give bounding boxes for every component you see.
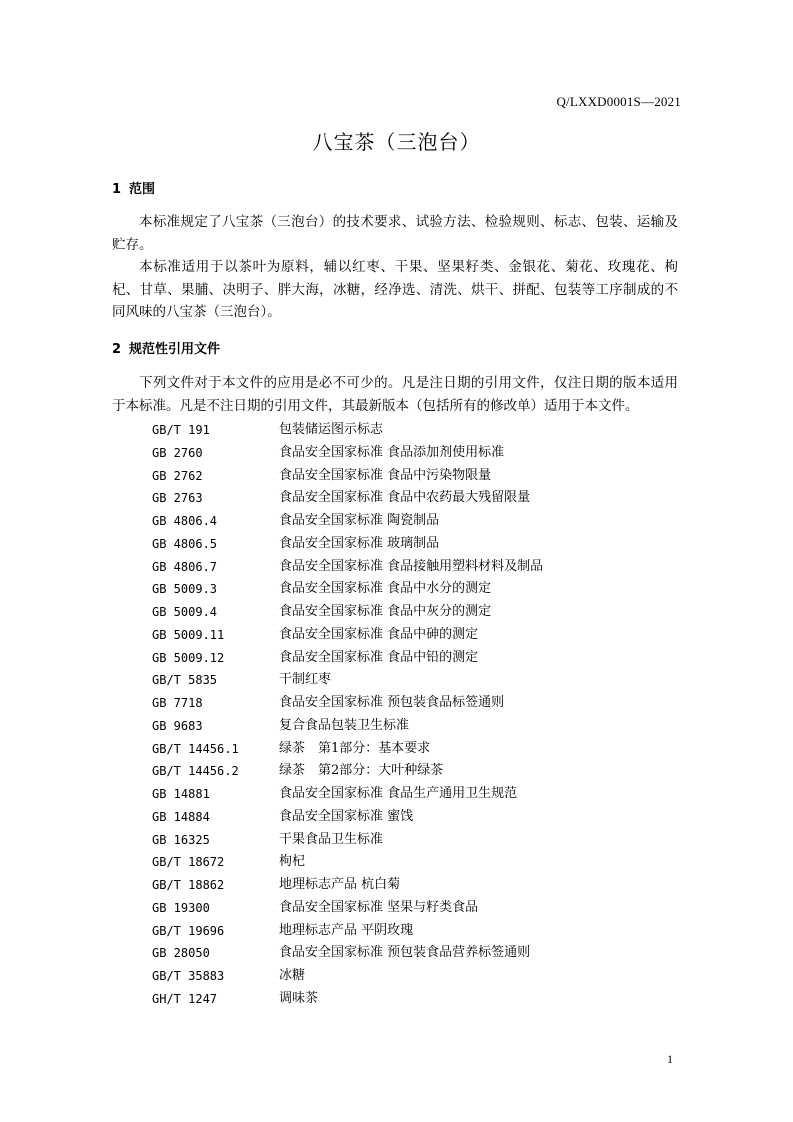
reference-title: 食品安全国家标准 食品接触用塑料材料及制品 xyxy=(279,558,544,574)
reference-code: GB 14884 xyxy=(152,809,210,824)
reference-code: GB 14881 xyxy=(152,787,210,801)
reference-code: GB 5009.11 xyxy=(152,627,225,642)
reference-row xyxy=(152,783,543,806)
reference-title: 复合食品包装卫生标准 xyxy=(279,717,410,733)
reference-row xyxy=(152,419,543,442)
reference-code: GB 16325 xyxy=(152,832,210,847)
reference-row xyxy=(152,624,543,647)
reference-code: GB 4806.4 xyxy=(152,514,218,528)
reference-title: 食品安全国家标准 食品中污染物限量 xyxy=(279,467,492,483)
reference-code: GB/T 18862 xyxy=(152,878,225,892)
reference-code: GB 4806.5 xyxy=(152,536,218,551)
reference-code: GB 5009.3 xyxy=(152,582,218,597)
reference-row xyxy=(152,897,543,920)
section-title: 范围 xyxy=(129,182,156,197)
reference-code: GB/T 5835 xyxy=(152,673,218,688)
reference-code: GB 9683 xyxy=(152,718,203,733)
reference-title: 调味茶 xyxy=(279,990,319,1006)
standard-code: Q/LXXD0001S—2021 xyxy=(556,94,681,109)
reference-title: 食品安全国家标准 食品中水分的测定 xyxy=(279,581,492,597)
reference-code: GB/T 18672 xyxy=(152,855,225,870)
scope-paragraph-1: 本标准规定了八宝茶（三泡台）的技术要求、试验方法、检验规则、标志、包装、运输及贮存。 xyxy=(112,214,678,253)
reference-title: 绿茶 第1部分：基本要求 xyxy=(279,740,431,756)
reference-title: 食品安全国家标准 预包装食品标签通则 xyxy=(279,695,505,710)
reference-title: 食品安全国家标准 食品中灰分的测定 xyxy=(279,604,492,619)
reference-title: 冰糖 xyxy=(279,968,306,983)
page-number: 1 xyxy=(667,1052,673,1066)
section-heading-scope xyxy=(112,178,155,197)
reference-title: 干制红枣 xyxy=(279,672,332,688)
reference-row xyxy=(152,442,543,465)
reference-title: 食品安全国家标准 食品生产通用卫生规范 xyxy=(279,786,518,801)
reference-code: GB 19300 xyxy=(152,900,210,915)
document-title: 八宝茶（三泡台） xyxy=(312,130,481,154)
reference-row xyxy=(152,715,543,738)
reference-row xyxy=(152,988,543,1011)
reference-code: GH/T 1247 xyxy=(152,991,218,1006)
reference-code: GB/T 19696 xyxy=(152,923,225,938)
reference-title: 食品安全国家标准 蜜饯 xyxy=(279,808,414,824)
reference-row xyxy=(152,760,543,783)
reference-title: 地理标志产品 平阴玫瑰 xyxy=(279,922,414,938)
reference-row xyxy=(152,510,543,533)
reference-title: 食品安全国家标准 食品中铅的测定 xyxy=(279,649,479,665)
reference-code: GB 7718 xyxy=(152,696,203,710)
reference-title: 干果食品卫生标准 xyxy=(279,831,384,847)
reference-code: GB/T 35883 xyxy=(152,969,225,983)
reference-code: GB/T 14456.2 xyxy=(152,764,239,779)
reference-row xyxy=(152,487,543,510)
section-heading-normative-references xyxy=(112,338,220,357)
reference-row xyxy=(152,829,543,852)
reference-row xyxy=(152,874,543,897)
reference-code: GB 4806.7 xyxy=(152,559,218,574)
references-intro-paragraph: 下列文件对于本文件的应用是必不可少的。凡是注日期的引用文件，仅注日期的版本适用于本标准。凡是不注日期的引用文件，其最新版本（包括所有的修改单）适用于本文件。 xyxy=(112,375,678,414)
reference-title: 食品安全国家标准 玻璃制品 xyxy=(279,535,440,551)
reference-row xyxy=(152,578,543,601)
reference-row xyxy=(152,965,543,988)
reference-title: 食品安全国家标准 预包装食品营养标签通则 xyxy=(279,945,531,961)
reference-row xyxy=(152,851,543,874)
reference-code: GB 2762 xyxy=(152,468,203,483)
reference-title: 枸杞 xyxy=(279,854,306,870)
reference-code: GB/T 191 xyxy=(152,423,210,437)
reference-title: 食品安全国家标准 食品中砷的测定 xyxy=(279,626,479,642)
reference-title: 食品安全国家标准 陶瓷制品 xyxy=(279,513,440,528)
reference-row xyxy=(152,738,543,761)
reference-title: 食品安全国家标准 食品添加剂使用标准 xyxy=(279,444,505,460)
reference-code: GB 2763 xyxy=(152,491,203,506)
reference-row xyxy=(152,942,543,965)
reference-code: GB 2760 xyxy=(152,445,203,460)
reference-code: GB 5009.12 xyxy=(152,650,225,665)
reference-row xyxy=(152,806,543,829)
reference-title: 包装储运图示标志 xyxy=(279,422,384,437)
reference-row xyxy=(152,647,543,670)
reference-code: GB 5009.4 xyxy=(152,605,218,619)
section-number: 1 xyxy=(112,182,122,197)
reference-code: GB 28050 xyxy=(152,946,210,961)
reference-row xyxy=(152,601,543,624)
reference-row xyxy=(152,692,543,715)
reference-title: 绿茶 第2部分：大叶种绿茶 xyxy=(279,763,444,779)
reference-row xyxy=(152,533,543,556)
section-title: 规范性引用文件 xyxy=(129,342,221,357)
reference-list xyxy=(152,419,543,1011)
scope-paragraph-2: 本标准适用于以茶叶为原料，辅以红枣、干果、坚果籽类、金银花、菊花、玫瑰花、枸杞、甘草、果脯、决明子、胖大海，冰糖，经净选、清洗、烘干、拼配、包装等工序制成的不同风味的八宝茶（三泡台）。 xyxy=(112,259,678,320)
reference-title: 地理标志产品 杭白菊 xyxy=(279,877,401,892)
reference-row xyxy=(152,920,543,943)
reference-title: 食品安全国家标准 食品中农药最大残留限量 xyxy=(279,490,531,506)
reference-title: 食品安全国家标准 坚果与籽类食品 xyxy=(279,899,479,915)
reference-code: GB/T 14456.1 xyxy=(152,741,239,756)
reference-row xyxy=(152,465,543,488)
reference-row xyxy=(152,669,543,692)
section-number: 2 xyxy=(112,342,122,357)
reference-row xyxy=(152,556,543,579)
